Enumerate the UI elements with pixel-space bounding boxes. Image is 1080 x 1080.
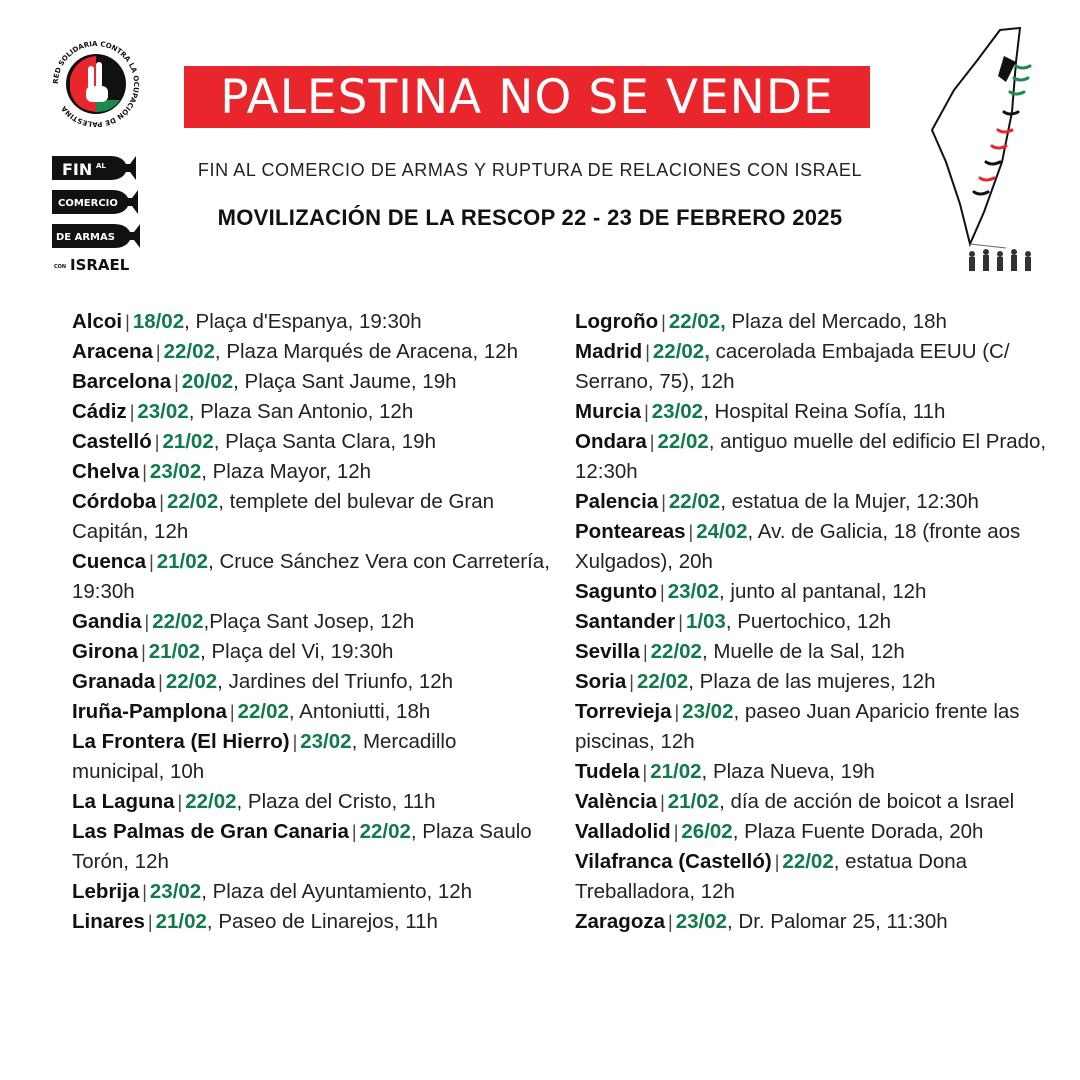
event-city: La Laguna: [72, 790, 175, 813]
event-city: Palencia: [575, 490, 659, 513]
event-details: , junto al pantanal, 12h: [719, 580, 927, 603]
separator: |: [292, 732, 298, 752]
event-details: , Plaça del Vi, 19:30h: [200, 640, 394, 663]
rescop-logo: [50, 38, 142, 130]
event-entry: [575, 667, 1055, 697]
event-details: , Plaza Nueva, 19h: [701, 760, 875, 783]
separator: |: [351, 822, 357, 842]
events-column-right: [575, 307, 1055, 937]
event-date: 18/02: [132, 310, 185, 333]
separator: |: [674, 702, 680, 722]
fin-comercio-logo: [50, 150, 145, 275]
event-details: , Plaza Mayor, 12h: [201, 460, 372, 483]
event-entry: [72, 367, 552, 397]
event-details: ,Plaça Sant Josep, 12h: [203, 610, 415, 633]
event-details: , Cruce Sánchez Vera con Carretería, 19:30h: [72, 550, 550, 603]
event-entry: [575, 487, 1055, 517]
event-city: Santander: [575, 610, 676, 633]
event-entry: [575, 697, 1055, 757]
event-entry: [72, 457, 552, 487]
separator: |: [661, 492, 666, 512]
fin-logo-text: FIN: [62, 160, 93, 179]
event-details: , Plaça d'Espanya, 19:30h: [184, 310, 422, 333]
israel-logo-text: ISRAEL: [70, 256, 130, 274]
event-date: 23/02: [675, 910, 727, 933]
event-city: Cádiz: [72, 400, 127, 423]
event-city: Chelva: [72, 460, 140, 483]
event-city: Logroño: [575, 310, 659, 333]
separator: |: [141, 642, 146, 662]
events-column-left: [72, 307, 552, 937]
event-city: Cuenca: [72, 550, 147, 573]
event-details: , paseo Juan Aparicio frente las piscinas, 12h: [575, 700, 1020, 753]
separator: |: [177, 792, 183, 812]
event-details: , Mercadillo municipal, 10h: [72, 730, 457, 783]
event-city: Zaragoza: [575, 910, 665, 933]
event-entry: [575, 577, 1055, 607]
event-details: , Plaza del Cristo, 11h: [236, 790, 436, 813]
event-city: Las Palmas de Gran Canaria: [72, 820, 349, 843]
title-banner: [184, 66, 870, 128]
event-city: Sevilla: [575, 640, 640, 663]
event-city: Lebrija: [72, 880, 140, 903]
event-city: Sagunto: [575, 580, 657, 603]
event-entry: [72, 487, 552, 547]
event-entry: [72, 877, 552, 907]
event-date: 22/02,: [668, 310, 726, 333]
separator: |: [660, 792, 665, 812]
event-date: 21/02: [667, 790, 720, 813]
event-entry: [575, 787, 1055, 817]
event-heading: MOVILIZACIÓN DE LA RESCOP 22 - 23 DE FEBRERO 2025: [217, 205, 843, 230]
separator: |: [644, 402, 649, 422]
event-date: 23/02: [300, 730, 352, 753]
event-city: València: [575, 790, 658, 813]
event-entry: [72, 397, 552, 427]
event-details: , Jardines del Triunfo, 12h: [217, 670, 454, 693]
event-date: 22/02: [165, 670, 218, 693]
event-entry: [72, 817, 552, 877]
event-date: 22/02: [163, 340, 215, 363]
separator: |: [147, 912, 153, 932]
separator: |: [629, 672, 634, 692]
event-entry: [72, 697, 552, 727]
event-date: 22/02: [782, 850, 834, 873]
event-entry: [575, 307, 1055, 337]
event-city: Ondara: [575, 430, 647, 453]
event-details: , Muelle de la Sal, 12h: [701, 640, 905, 663]
event-entry: [72, 787, 552, 817]
separator: |: [673, 822, 679, 842]
event-city: Linares: [72, 910, 145, 933]
event-date: 22/02: [657, 430, 709, 453]
event-details: , Hospital Reina Sofía, 11h: [703, 400, 946, 423]
event-entry: [72, 727, 552, 787]
event-date: 21/02: [155, 910, 207, 933]
event-entry: [72, 427, 552, 457]
subtitle: FIN AL COMERCIO DE ARMAS Y RUPTURA DE RELACIONES CON ISRAEL: [197, 160, 863, 180]
event-date: 22/02: [636, 670, 689, 693]
event-city: Córdoba: [72, 490, 157, 513]
event-entry: [575, 397, 1055, 427]
event-date: 21/02: [650, 760, 702, 783]
rescop-ring-text: RED SOLIDARIA CONTRA LA OCUPACIÓN DE PALESTINA: [51, 39, 141, 129]
separator: |: [774, 852, 780, 872]
event-entry: [575, 337, 1055, 397]
separator: |: [144, 612, 150, 632]
event-date: 22/02: [185, 790, 237, 813]
separator: |: [158, 672, 163, 692]
separator: |: [668, 912, 673, 932]
event-entry: [575, 907, 1055, 937]
event-date: 22/02: [237, 700, 289, 723]
event-entry: [575, 847, 1055, 907]
event-entry: [72, 337, 552, 367]
event-city: Vilafranca (Castelló): [575, 850, 772, 873]
separator: |: [142, 462, 147, 482]
event-date: 23/02: [137, 400, 189, 423]
event-details: , Av. de Galicia, 18 (fronte aos Xulgados), 20h: [575, 520, 1021, 573]
event-date: 22/02: [359, 820, 411, 843]
event-city: Alcoi: [72, 310, 123, 333]
event-entry: [575, 817, 1055, 847]
event-city: Tudela: [575, 760, 640, 783]
event-entry: [72, 607, 552, 637]
event-entry: [72, 307, 552, 337]
separator: |: [642, 642, 648, 662]
event-date: 23/02: [667, 580, 719, 603]
event-entry: [575, 427, 1055, 487]
event-city: Girona: [72, 640, 139, 663]
event-date: 22/02: [650, 640, 702, 663]
event-city: Madrid: [575, 340, 643, 363]
separator: |: [154, 432, 160, 452]
event-details: , Dr. Palomar 25, 11:30h: [727, 910, 948, 933]
event-details: , estatua Dona Treballadora, 12h: [575, 850, 968, 903]
separator: |: [125, 312, 130, 332]
event-city: Granada: [72, 670, 156, 693]
event-city: Valladolid: [575, 820, 671, 843]
separator: |: [645, 342, 650, 362]
separator: |: [688, 522, 694, 542]
separator: |: [155, 342, 161, 362]
event-details: , Plaza del Ayuntamiento, 12h: [201, 880, 473, 903]
de-armas-logo-text: DE ARMAS: [56, 232, 115, 243]
separator: |: [642, 762, 648, 782]
separator: |: [129, 402, 135, 422]
event-date: 20/02: [181, 370, 234, 393]
event-details: cacerolada Embajada EEUU (C/ Serrano, 75), 12h: [575, 340, 1010, 393]
event-date: 21/02: [148, 640, 201, 663]
event-entry: [72, 667, 552, 697]
separator: |: [660, 582, 665, 602]
event-city: Ponteareas: [575, 520, 686, 543]
separator: |: [661, 312, 666, 332]
con-logo-text: CON: [54, 264, 67, 270]
event-city: Torrevieja: [575, 700, 672, 723]
event-city: Barcelona: [72, 370, 172, 393]
separator: |: [678, 612, 683, 632]
event-details: , templete del bulevar de Gran Capitán, 12h: [72, 490, 495, 543]
event-details: , antiguo muelle del edificio El Prado, 12:30h: [575, 430, 1047, 483]
event-details: , Plaça Sant Jaume, 19h: [233, 370, 457, 393]
event-date: 22/02: [166, 490, 219, 513]
event-date: 26/02: [681, 820, 733, 843]
event-city: Aracena: [72, 340, 153, 363]
page-title: PALESTINA NO SE VENDE: [220, 69, 834, 125]
event-entry: [575, 517, 1055, 577]
event-city: Castelló: [72, 430, 152, 453]
event-date: 21/02: [156, 550, 209, 573]
separator: |: [159, 492, 164, 512]
event-details: Plaza del Mercado, 18h: [725, 310, 947, 333]
event-date: 22/02: [668, 490, 721, 513]
event-city: Soria: [575, 670, 627, 693]
event-entry: [575, 757, 1055, 787]
event-city: Gandia: [72, 610, 142, 633]
event-city: La Frontera (El Hierro): [72, 730, 290, 753]
event-details: , Plaza Marqués de Aracena, 12h: [214, 340, 519, 363]
event-details: , Puertochico, 12h: [725, 610, 892, 633]
palestine-map-illustration: [920, 22, 1050, 284]
event-details: , estatua de la Mujer, 12:30h: [720, 490, 979, 513]
event-date: 23/02: [651, 400, 704, 423]
event-city: Iruña-Pamplona: [72, 700, 227, 723]
al-logo-text: AL: [96, 162, 106, 170]
event-details: , día de acción de boicot a Israel: [719, 790, 1015, 813]
event-details: , Plaza de las mujeres, 12h: [688, 670, 936, 693]
event-date: 22/02,: [652, 340, 710, 363]
event-entry: [72, 907, 552, 937]
event-entry: [72, 637, 552, 667]
event-details: , Plaza San Antonio, 12h: [188, 400, 414, 423]
separator: |: [649, 432, 655, 452]
separator: |: [174, 372, 179, 392]
event-date: 21/02: [162, 430, 214, 453]
event-details: , Plaça Santa Clara, 19h: [213, 430, 436, 453]
event-date: 23/02: [149, 880, 202, 903]
event-date: 23/02: [682, 700, 734, 723]
event-details: , Antoniutti, 18h: [288, 700, 431, 723]
separator: |: [229, 702, 235, 722]
separator: |: [142, 882, 147, 902]
event-details: , Plaza Saulo Torón, 12h: [72, 820, 532, 873]
event-entry: [575, 607, 1055, 637]
event-entry: [575, 637, 1055, 667]
event-details: , Paseo de Linarejos, 11h: [206, 910, 438, 933]
event-date: 24/02: [696, 520, 748, 543]
event-date: 22/02: [152, 610, 204, 633]
event-date: 1/03: [685, 610, 726, 633]
event-details: , Plaza Fuente Dorada, 20h: [732, 820, 984, 843]
separator: |: [149, 552, 154, 572]
event-date: 23/02: [149, 460, 202, 483]
event-city: Murcia: [575, 400, 642, 423]
comercio-logo-text: COMERCIO: [58, 198, 118, 209]
event-entry: [72, 547, 552, 607]
